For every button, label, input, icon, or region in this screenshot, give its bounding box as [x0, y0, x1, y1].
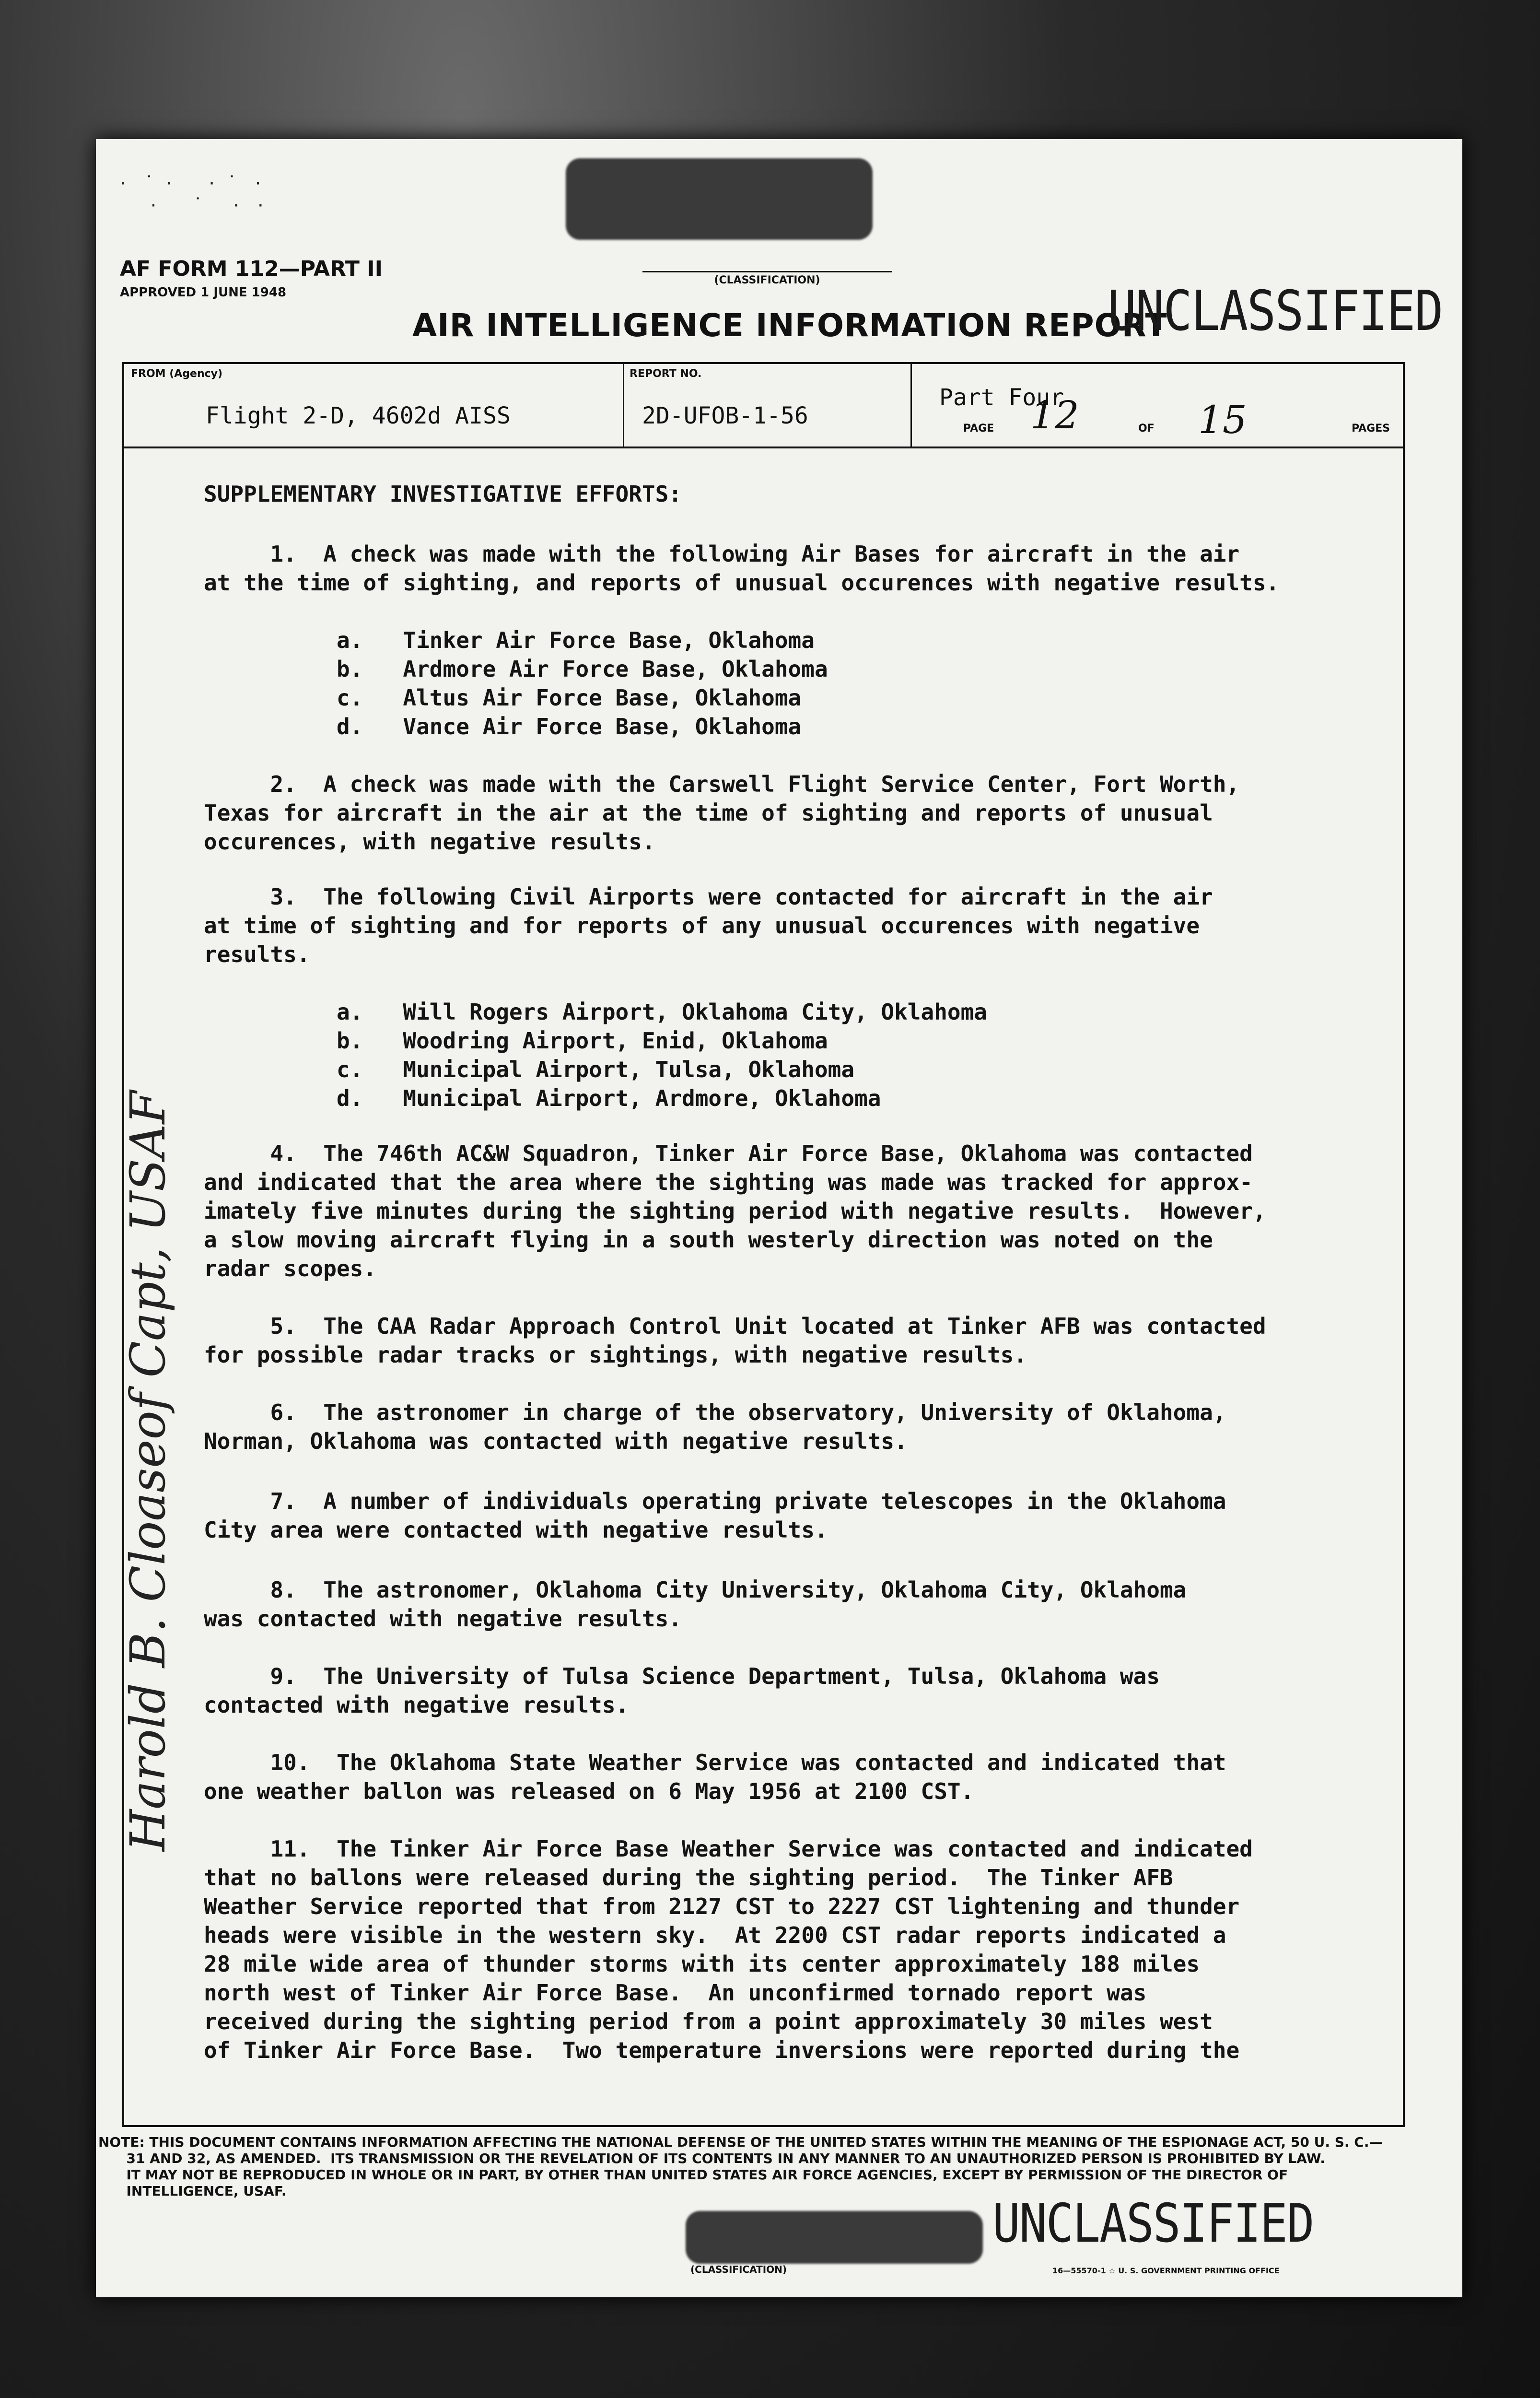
- report-number-cell: [623, 364, 912, 447]
- section-heading: SUPPLEMENTARY INVESTIGATIVE EFFORTS:: [204, 481, 682, 507]
- paragraph-7: 7. A number of individuals operating private telescopes in the Oklahoma City area were contacted with negative results.: [204, 1488, 1226, 1543]
- report-number-label: REPORT NO.: [630, 368, 702, 380]
- form-id: AF FORM 112—PART II: [120, 257, 383, 281]
- from-value: Flight 2-D, 4602d AISS: [206, 402, 511, 429]
- form-approved-date: APPROVED 1 JUNE 1948: [120, 285, 287, 300]
- part-label: Part Four: [939, 384, 1064, 411]
- paragraph-5: 5. The CAA Radar Approach Control Unit located at Tinker AFB was contacted for possible radar tracks or sightings, with negative results.: [204, 1313, 1266, 1368]
- scan-specks: · ˙ · · ˙ · · ˙ · ·: [120, 173, 264, 217]
- paragraph-4: 4. The 746th AC&W Squadron, Tinker Air Force Base, Oklahoma was contacted and indicated that the area where the sighting was made was tracked for approx- imately five minutes during the sighting period with negative results. However, a slow moving aircraft flying in a south westerly direction was noted on the radar scopes.: [204, 1140, 1266, 1281]
- report-title: AIR INTELLIGENCE INFORMATION REPORT: [412, 307, 1167, 344]
- unclassified-stamp-bottom: UNCLASSIFIED: [992, 2192, 1314, 2255]
- paragraph-3-list: a. Will Rogers Airport, Oklahoma City, Oklahoma b. Woodring Airport, Enid, Oklahoma c. Municipal Airport, Tulsa, Oklahoma d. Municipal Airport, Ardmore, Oklahoma: [336, 999, 987, 1111]
- paragraph-9: 9. The University of Tulsa Science Department, Tulsa, Oklahoma was contacted with negative results.: [204, 1663, 1160, 1718]
- unclassified-stamp-top: UNCLASSIFIED: [1108, 279, 1443, 343]
- classification-label-top: (CLASSIFICATION): [642, 271, 892, 286]
- pages-label: PAGES: [1352, 423, 1390, 435]
- report-header-box: [122, 362, 1405, 448]
- paragraph-8: 8. The astronomer, Oklahoma City University, Oklahoma City, Oklahoma was contacted with negative results.: [204, 1577, 1187, 1632]
- paragraph-6: 6. The astronomer in charge of the observatory, University of Oklahoma, Norman, Oklahoma was contacted with negative results.: [204, 1399, 1226, 1454]
- paragraph-10: 10. The Oklahoma State Weather Service was contacted and indicated that one weather ballon was released on 6 May 1956 at 2100 CST.: [204, 1750, 1226, 1804]
- redaction-top: [566, 158, 873, 240]
- page-label: PAGE: [963, 423, 994, 435]
- margin-signature: Harold B. Cloaseof Capt, USAF: [120, 1091, 176, 1851]
- redaction-bottom: [686, 2211, 983, 2264]
- from-cell: [124, 364, 624, 447]
- paragraph-1-list: a. Tinker Air Force Base, Oklahoma b. Ardmore Air Force Base, Oklahoma c. Altus Air Force Base, Oklahoma d. Vance Air Force Base, Oklahoma: [336, 627, 828, 740]
- paragraph-2: 2. A check was made with the Carswell Flight Service Center, Fort Worth, Texas for aircraft in the air at the time of sighting and reports of unusual occurences, with negative results.: [204, 771, 1240, 855]
- of-label: OF: [1138, 423, 1155, 435]
- printing-office-line: 16—55570-1 ☆ U. S. GOVERNMENT PRINTING OFFICE: [1052, 2266, 1280, 2275]
- classification-label-bottom: (CLASSIFICATION): [690, 2264, 787, 2275]
- page-number: 12: [1030, 393, 1079, 437]
- page-cell: [910, 364, 1404, 447]
- report-number-value: 2D-UFOB-1-56: [642, 402, 808, 429]
- footer-note: NOTE: THIS DOCUMENT CONTAINS INFORMATION AFFECTING THE NATIONAL DEFENSE OF THE UNITED STATES WITHIN THE MEANING OF THE ESPIONAGE ACT, 50 U. S. C.— 31 AND 32, AS AMENDED. ITS TRANSMISSION OR THE REVELATION OF ITS CONTENTS IN ANY MANNER TO AN UNAUTHORIZED PERSON IS PROHIBITED BY LAW. IT MAY NOT BE REPRODUCED IN WHOLE OR IN PART, BY OTHER THAN UNITED STATES AIR FORCE AGENCIES, EXCEPT BY PERMISSION OF THE DIRECTOR OF INTELLIGENCE, USAF.: [98, 2134, 1383, 2199]
- paragraph-3: 3. The following Civil Airports were contacted for aircraft in the air at time of sighting and for reports of any unusual occurences with negative results.: [204, 884, 1213, 967]
- total-pages: 15: [1198, 398, 1247, 442]
- paragraph-1: 1. A check was made with the following Air Bases for aircraft in the air at the time of sighting, and reports of unusual occurences with negative results.: [204, 541, 1280, 596]
- from-label: FROM (Agency): [131, 368, 223, 380]
- paragraph-11: 11. The Tinker Air Force Base Weather Service was contacted and indicated that no ballons were released during the sighting period. The Tinker AFB Weather Service reported that from 2127 CST to 2227 CST lightening and thunder heads were visible in the western sky. At 2200 CST radar reports indicated a 28 mile wide area of thunder storms with its center approximately 188 miles north west of Tinker Air Force Base. An unconfirmed tornado report was received during the sighting period from a point approximately 30 miles west of Tinker Air Force Base. Two temperature inversions were reported during the: [204, 1836, 1253, 2063]
